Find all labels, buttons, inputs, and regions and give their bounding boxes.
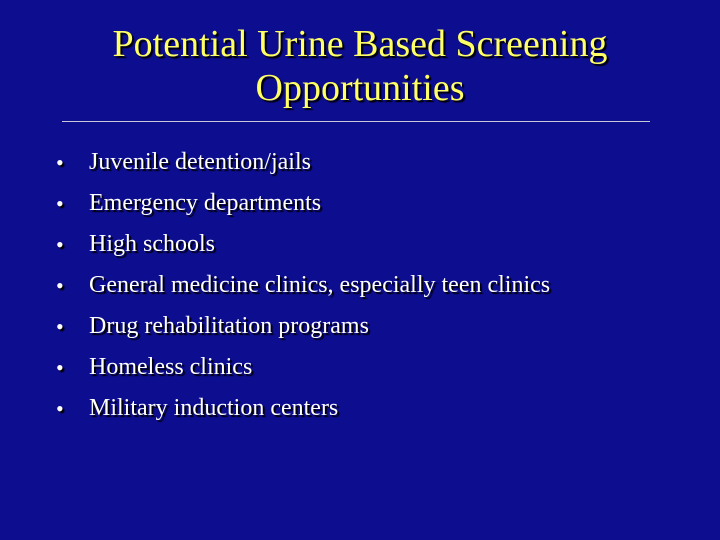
bullet-text: Military induction centers: [89, 395, 339, 421]
bullet-icon: •: [56, 396, 64, 421]
bullet-icon: •: [56, 191, 64, 216]
bullet-icon: •: [56, 273, 64, 298]
bullet-text: Emergency departments: [89, 190, 322, 216]
slide-title: [40, 22, 680, 110]
bullet-text: Drug rehabilitation programs: [89, 313, 369, 339]
bullet-icon: •: [56, 150, 64, 175]
bullet-icon: •: [56, 314, 64, 339]
slide-title-line-1: Potential Urine Based Screening: [112, 23, 608, 65]
title-divider: [62, 121, 650, 122]
slide-title-line-2: Opportunities: [255, 67, 465, 109]
bullet-text: High schools: [89, 231, 215, 257]
bullet-text: General medicine clinics, especially teen clinics: [89, 272, 551, 298]
bullet-text: Homeless clinics: [89, 354, 253, 380]
bullet-icon: •: [56, 232, 64, 257]
bullet-text: Juvenile detention/jails: [89, 149, 311, 175]
bullet-icon: •: [56, 355, 64, 380]
